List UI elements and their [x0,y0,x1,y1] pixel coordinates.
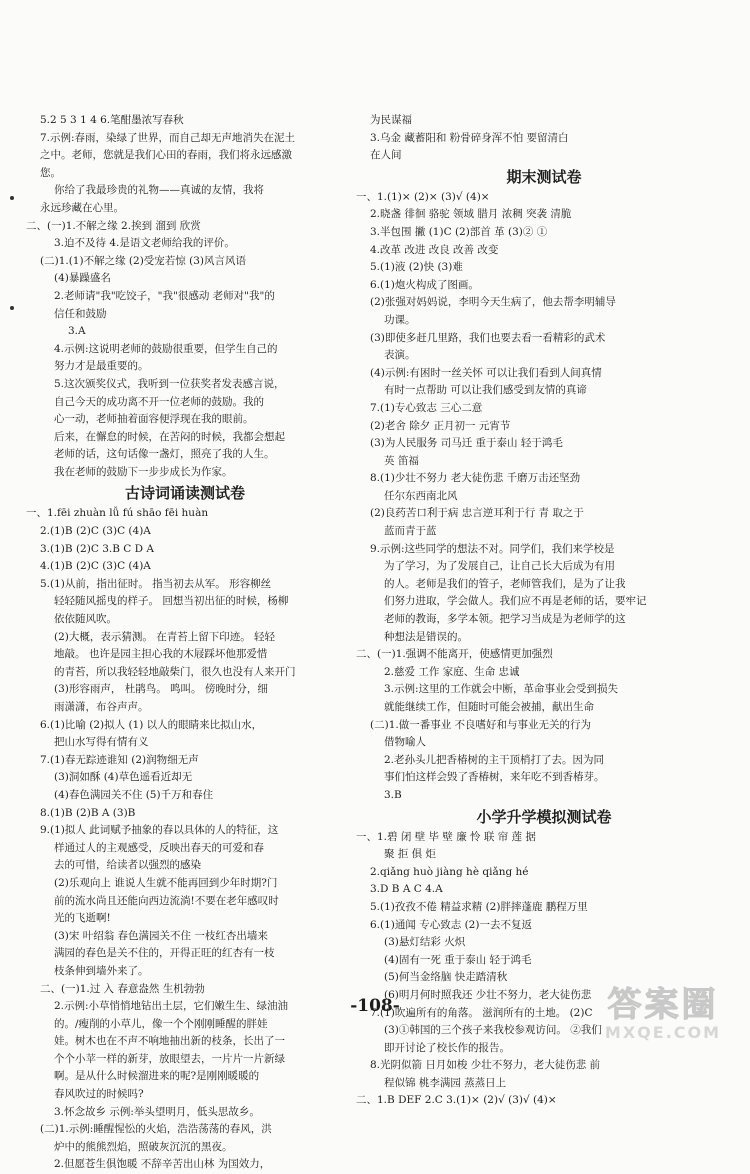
answer-line: 把山水写得有情有义 [54,736,149,749]
answer-line: 聚 拒 俱 炬 [384,848,437,861]
answer-line: (2)乐观向上 谁说人生就不能再回到少年时期?门 [54,876,278,889]
answer-line: (二)1.示例:睡醒惺忪的火焰，浩浩荡荡的春风，洪 [40,1123,272,1136]
answer-line: (4)固有一死 重于泰山 轻于鸿毛 [384,953,532,966]
answer-line: (二)1.做一番事业 不良嗜好和与事业无关的行为 [370,718,592,731]
answer-line: 事们怕这样会毁了香椿树，来年吃不到香椿芽。 [384,771,605,784]
answer-line: 们努力进取，学会做人。我们应不再是老师的话，要牢记 [384,595,647,608]
section-title: 小学升学模拟测试卷 [476,807,612,826]
answer-line: 个个小苹一样的新芽，放眼望去，一片片一片新绿 [54,1052,285,1065]
answer-line: (6)明月何时照我还 少壮不努力，老大徒伤悲 [384,988,592,1001]
answer-line: 一、1.(1)× (2)× (3)√ (4)× [356,190,490,203]
answer-line: 程似锦 桃李满园 蒸蒸日上 [384,1076,507,1089]
answer-line: 3.迫不及待 4.是语文老师给我的评价。 [54,237,235,250]
answer-line: 为民谋福 [370,114,412,126]
answer-line: 2.但愿苍生俱饱暖 不辞辛苦出山林 为国效力， [54,1158,271,1171]
answer-line: 8.(1)少壮不努力 老大徒伤悲 千磨万击还坚劲 [370,472,581,485]
answer-line: 去的可惜，给读者以强烈的感染 [54,859,201,872]
answer-line: 永远珍藏在心里。 [40,201,124,214]
answer-line: 我在老师的鼓励下一步步成长为作家。 [54,465,233,478]
answer-line: 5.(1)从前，指出征时。 指当初去从军。 形容柳丝 [40,577,272,590]
answer-line: 3.怀念故乡 示例:举头望明月，低头思故乡。 [54,1105,260,1118]
answer-line: 光的飞逝啊! [54,912,111,925]
answer-line: 4.改革 改进 改良 改善 改变 [370,243,499,256]
answer-line: 2.老师请"我"吃饺子，"我"很感动 老师对"我"的 [54,289,275,302]
answer-line: 后来，在懈怠的时候，在苦闷的时候，我都会想起 [54,430,285,443]
answer-line: 6.(1)炮火构成了图画。 [370,278,479,291]
answer-line: (3)宋 叶绍翁 春色满园关不住 一枝红杏出墙来 [54,929,268,942]
answer-line: 3.半包围 撇 (1)C (2)部首 革 (3)② ① [370,225,548,238]
answer-line: 6.(1)通闻 专心致志 (2)一去不复返 [370,918,532,931]
answer-line: 有时一点帮助 可以让我们感受到友情的真谛 [384,384,587,397]
answer-line: (2)良药苦口利于病 忠言逆耳利于行 青 取之于 [370,507,584,520]
answer-line: 雨潇潇，布谷声声。 [54,701,149,713]
answer-line: 娃。树木也在不声不响地抽出新的枝条，长出了一 [54,1035,285,1048]
answer-line: 啊。是从什么时候溜进来的呢?是刚刚暖暖的 [54,1070,260,1083]
answer-line: (5)何当金络脑 快走踏清秋 [384,971,508,984]
answer-line: 您。 [40,166,61,179]
answer-line: (3)①韩国的三个孩子来我校参观访问。 ②我们 [384,1024,602,1037]
answer-line: 2.老孙头儿把香椿树的主干顶梢打了去。因为同 [384,753,605,766]
answer-line: (3)形容雨声， 杜鹃鸟。 鸣叫。 傍晚时分，细 [54,683,268,696]
answer-line: 3.乌金 藏蓄阳和 粉骨碎身浑不怕 要留清白 [370,131,569,144]
answer-line: 5.(1)孜孜不倦 精益求精 (2)胖摔蓬鹿 鹏程万里 [370,900,588,913]
answer-line: 的。/瘦削的小草儿，像一个个刚刚睡醒的胖娃 [54,1017,268,1030]
margin-mark [10,306,14,310]
answer-line: 一、1.碧 闭 壁 毕 壁 廉 怜 联 帘 莲 据 [356,830,536,843]
answer-line: 借物喻人 [384,736,426,749]
answer-line: 就能继续工作，但随时可能会被捕，献出生命 [384,701,594,713]
answer-line: (2)大概，表示猜测。 在青苔上留下印迹。 轻轻 [54,630,276,643]
answer-line: 依依随风吹。 [54,613,117,626]
answer-line: (2)老舍 除夕 正月初一 元宵节 [370,419,511,432]
answer-line: (4)示例:有困时一丝关怀 可以让我们看到人间真情 [370,366,602,379]
answer-line: 炉中的熊熊烈焰，照破灰沉沉的黑夜。 [54,1140,233,1153]
answer-line: 春风吹过的时候吗? [54,1088,144,1101]
answer-line: 努力才是最重要的。 [54,360,149,373]
answer-line: 为了学习，为了发展自己，让自己长大后成为有用 [384,560,615,573]
answer-line: 信任和鼓励 [54,307,107,320]
answer-line: 在人间 [370,149,402,162]
answer-line: 功课。 [384,313,416,326]
watermark-url: MXQE.COM [604,1023,722,1042]
answer-line: 老师的教诲，多学本领。把学习当成是为老师学的这 [384,613,626,626]
answer-line: (3)洞如酥 (4)草色遥看近却无 [54,771,193,784]
answer-line: 地敲。 也许是园主担心我的木屐踩坏他那爱惜 [54,648,268,661]
page-number: -108- [350,996,400,1016]
answer-line: 7.示例:春雨，染绿了世界，而自己却无声地消失在泥土 [40,131,296,144]
answer-line: 任尔东西南北风 [384,489,458,502]
answer-line: 2.晓盏 徘徊 骆驼 领域 腊月 浓稠 突袭 清脆 [370,208,572,221]
answer-line: 二、(一)1.强调不能离开，使感情更加强烈 [356,648,553,661]
answer-line: 9.示例:这些同学的想法不对。同学们，我们来学校是 [370,542,615,555]
answer-line: 7.(1)专心致志 三心二意 [370,401,483,414]
answer-line: 英 笛福 [384,454,419,467]
answer-line: 的青苔，所以我轻轻地敲柴门，很久也没有人来开门 [54,665,296,678]
answer-line: 3.B [384,788,402,801]
answer-line: 蓝而青于蓝 [384,525,437,538]
answer-line: 二、(一)1.不解之缘 2.挨到 溜到 欣赏 [26,219,201,232]
answer-line: 3.D B A C 4.A [370,883,443,896]
answer-line: (4)暴躁盛名 [54,272,111,285]
answer-line: 5.这次颁奖仪式，我听到一位获奖者发表感言说， [54,377,285,390]
answer-line: 二、1.B DEF 2.C 3.(1)× (2)√ (3)√ (4)× [356,1094,557,1107]
answer-line: 2.(1)B (2)C (3)C (4)A [40,525,151,538]
answer-line: (4)春色满园关不住 (5)千万和春住 [54,788,214,801]
answer-line: 9.(1)拟人 此词赋予抽象的春以具体的人的特征，这 [40,824,279,837]
answer-line: 满园的春色是关不住的，开得正旺的红杏有一枝 [54,947,275,960]
margin-mark [10,196,14,200]
answer-line: 你给了我最珍贵的礼物——真诚的友情，我将 [54,184,264,197]
answer-line: 前的流水尚且还能向西边流淌!不要在老年感叹时 [54,894,279,907]
answer-line: (3)即使多赶几里路，我们也要去看一看精彩的武术 [370,331,606,344]
answer-line: 2.qiǎng huò jiàng hè qiǎng hé [370,865,529,878]
answer-line: 6.(1)比喻 (2)拟人 (1) 以人的眼睛来比拟山水， [40,718,263,731]
answer-line: 即开讨论了校长作的报告。 [384,1041,510,1054]
answer-line: (2)张强对妈妈说，李明今天生病了，他去帮李明辅导 [370,296,616,309]
answer-line: 7.(1)春无踪迹谁知 (2)润物细无声 [40,753,199,766]
answer-line: 5.2 5 3 1 4 6.笔酣墨浓写春秋 [40,114,184,126]
section-title: 期末测试卷 [506,167,582,186]
answer-line: 种想法是错误的。 [384,630,468,643]
answer-line: 2.慈爱 工作 家庭、生命 忠诚 [384,665,520,678]
answer-line: 之中。老师，您就是我们心田的春雨，我们将永远感激 [40,149,292,162]
answer-line: 8.(1)B (2)B A (3)B [40,806,136,819]
answer-line: 3.A [68,325,86,338]
answer-line: 3.示例:这里的工作就会中断，革命事业会受到损失 [384,683,619,696]
answer-line: 自己今天的成功离不开一位老师的鼓励。我的 [54,395,264,408]
answer-line: 枝条伸到墙外来了。 [54,964,149,977]
answer-line: 心一动，老师抽着面容便浮现在我的眼前。 [54,413,254,426]
answer-line: (二)1.(1)不解之缘 (2)受宠若惊 (3)风言风语 [40,254,247,267]
answer-line: 表演。 [384,349,416,362]
answer-line: 一、1.fēi zhuàn lǚ fú shāo fēi huàn [26,507,209,520]
answer-line: 的人。老师是我们的管子，老师管我们，是为了让我 [384,577,626,590]
answer-line: (3)悬灯结彩 火炽 [384,936,466,949]
answer-line: 8.光阴似箭 日月如梭 少壮不努力，老大徒伤悲 前 [370,1059,601,1072]
right-column [356,112,732,1110]
answer-line: 5.(1)液 (2)快 (3)难 [370,261,463,274]
answer-line: 4.示例:这说明老师的鼓励很重要，但学生自己的 [54,342,278,355]
answer-line: 4.(1)B (2)C (3)C (4)A [40,560,151,573]
answer-line: 样通过人的主观感受，反映出春天的可爱和春 [54,841,264,854]
answer-line: 轻轻随风摇曳的样子。 回想当初出征的时候，杨柳 [54,595,289,608]
answer-line: 老师的话，这句话像一盏灯，照亮了我的人生。 [54,448,275,461]
watermark-text: 答案圈 [607,985,719,1025]
answer-line: 3.(1)B (2)C 3.B C D A [40,542,154,555]
answer-line: 7.(1)吹遍所有的角落。 滋润所有的土地。 (2)C [370,1006,593,1019]
answer-line: (3)为人民服务 司马迁 重于泰山 轻于鸿毛 [370,437,563,450]
answer-line: 二、(一)1.过 入 春意盎然 生机勃勃 [40,982,205,995]
answer-line: 2.示例:小草悄悄地钻出土层，它们嫩生生、绿油油 [54,1000,289,1013]
section-title: 古诗词诵读测试卷 [124,484,245,503]
